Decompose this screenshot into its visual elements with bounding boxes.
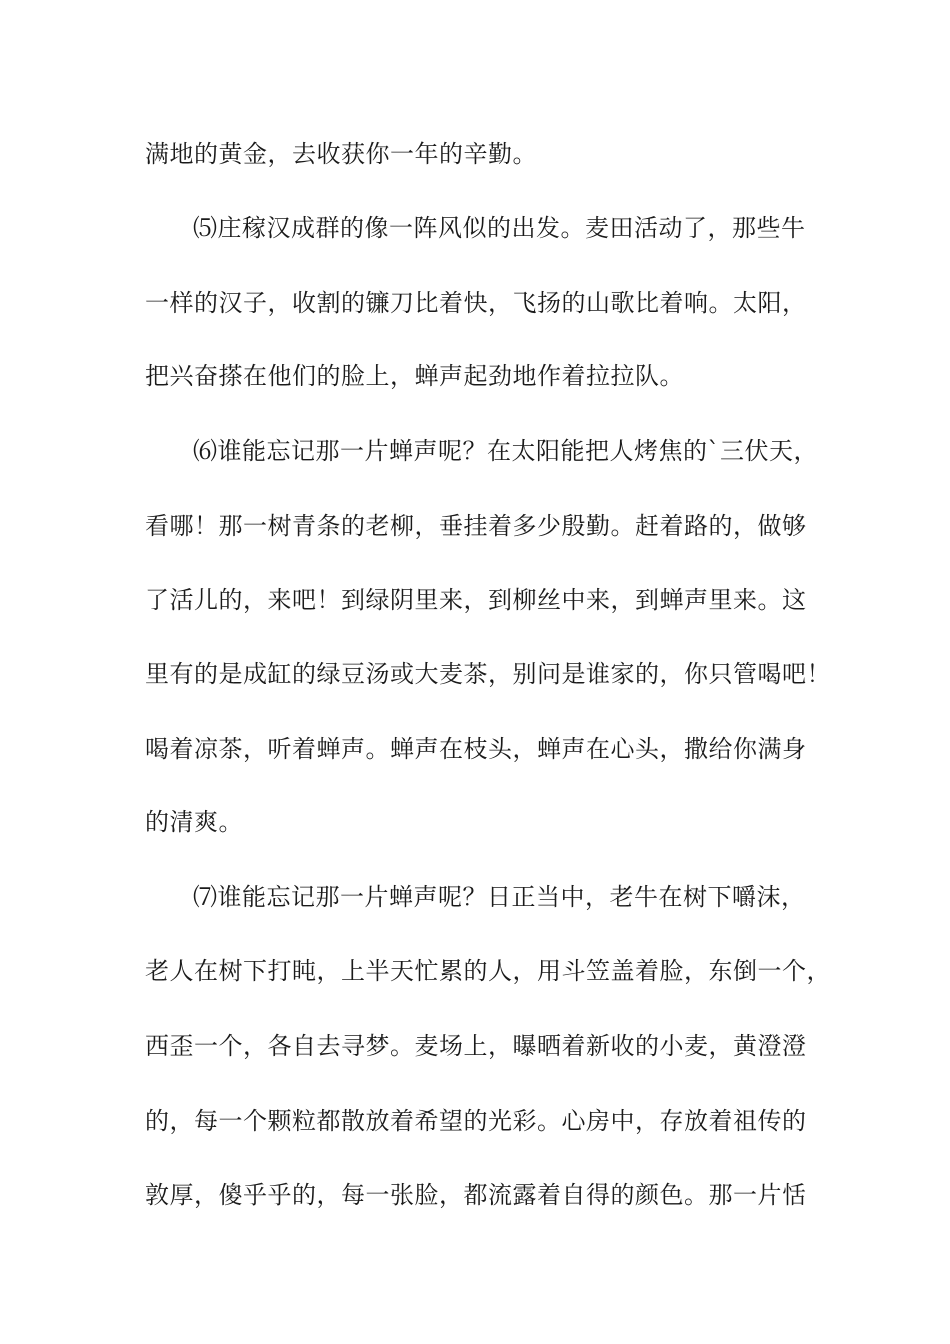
text-line: 把兴奋搽在他们的脸上，蝉声起劲地作着拉拉队。 (145, 362, 684, 390)
text-line: 了活儿的，来吧！到绿阴里来，到柳丝中来，到蝉声里来。这 (145, 586, 807, 614)
text-line: 里有的是成缸的绿豆汤或大麦茶，别问是谁家的，你只管喝吧！ (145, 660, 831, 688)
paragraph-start-line: ⑹谁能忘记那一片蝉声呢？在太阳能把人烤焦的`三伏天， (193, 437, 818, 465)
text-line: 的，每一个颗粒都散放着希望的光彩。心房中，存放着祖传的 (145, 1107, 807, 1135)
text-line: 看哪！那一树青条的老柳，垂挂着多少殷勤。赶着路的，做够 (145, 512, 807, 540)
text-line: 满地的黄金，去收获你一年的辛勤。 (145, 140, 537, 168)
text-line: 老人在树下打盹，上半天忙累的人，用斗笠盖着脸，东倒一个， (145, 957, 831, 985)
paragraph-start-line: ⑸庄稼汉成群的像一阵风似的出发。麦田活动了，那些牛 (193, 214, 806, 242)
text-line: 喝着凉茶，听着蝉声。蝉声在枝头，蝉声在心头，撒给你满身 (145, 735, 807, 763)
text-line: 敦厚，傻乎乎的，每一张脸，都流露着自得的颜色。那一片恬 (145, 1181, 807, 1209)
text-line: 西歪一个，各自去寻梦。麦场上，曝晒着新收的小麦，黄澄澄 (145, 1032, 807, 1060)
text-line: 一样的汉子，收割的镰刀比着快，飞扬的山歌比着响。太阳， (145, 289, 807, 317)
paragraph-start-line: ⑺谁能忘记那一片蝉声呢？日正当中，老牛在树下嚼沫， (193, 883, 806, 911)
text-line: 的清爽。 (145, 808, 243, 836)
